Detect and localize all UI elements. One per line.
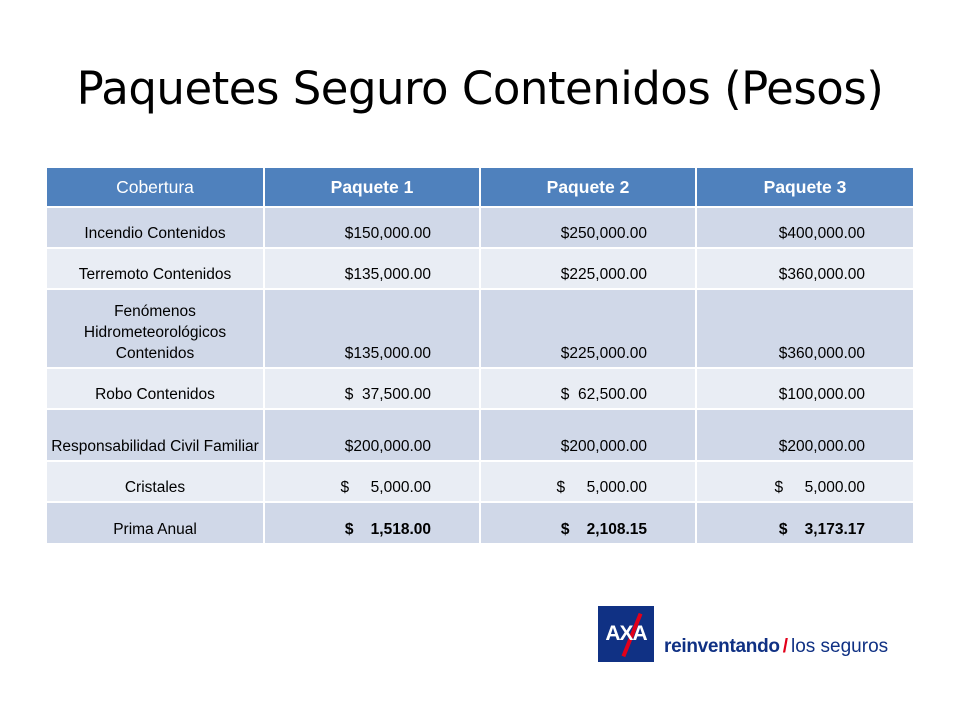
row-label: Terremoto Contenidos [47, 248, 264, 289]
value-paquete-1: $ 1,518.00 [264, 502, 480, 543]
tagline-slash: / [782, 636, 788, 657]
slide-title: Paquetes Seguro Contenidos (Pesos) [76, 62, 884, 115]
header-paquete-3: Paquete 3 [696, 168, 913, 207]
value-paquete-1: $200,000.00 [264, 409, 480, 461]
table-header-row [47, 168, 913, 207]
value-paquete-2: $ 5,000.00 [480, 461, 696, 502]
header-paquete-1: Paquete 1 [264, 168, 480, 207]
value-paquete-2: $ 2,108.15 [480, 502, 696, 543]
value-paquete-1: $135,000.00 [264, 248, 480, 289]
row-label: Prima Anual [47, 502, 264, 543]
value-paquete-1: $ 37,500.00 [264, 368, 480, 409]
value-paquete-3: $200,000.00 [696, 409, 913, 461]
tagline-bold: reinventando [664, 636, 780, 657]
value-paquete-1: $135,000.00 [264, 289, 480, 368]
value-paquete-3: $360,000.00 [696, 248, 913, 289]
axa-brand-text: AXA [605, 622, 647, 645]
table-row [47, 409, 913, 461]
axa-logo-mark [598, 606, 654, 662]
value-paquete-2: $ 62,500.00 [480, 368, 696, 409]
header-cobertura: Cobertura [47, 168, 264, 207]
row-label: Robo Contenidos [47, 368, 264, 409]
tagline-light: los seguros [790, 636, 889, 657]
table-row [47, 248, 913, 289]
row-label: Cristales [47, 461, 264, 502]
value-paquete-3: $ 3,173.17 [696, 502, 913, 543]
table-row [47, 289, 913, 368]
table-row [47, 207, 913, 248]
table-row [47, 461, 913, 502]
value-paquete-3: $100,000.00 [696, 368, 913, 409]
value-paquete-2: $250,000.00 [480, 207, 696, 248]
value-paquete-3: $360,000.00 [696, 289, 913, 368]
row-label: Incendio Contenidos [47, 207, 264, 248]
axa-tagline [664, 636, 888, 658]
row-label: Responsabilidad Civil Familiar [47, 409, 264, 461]
value-paquete-2: $225,000.00 [480, 289, 696, 368]
table-row [47, 368, 913, 409]
value-paquete-3: $ 5,000.00 [696, 461, 913, 502]
axa-logo [598, 606, 898, 664]
header-paquete-2: Paquete 2 [480, 168, 696, 207]
value-paquete-2: $225,000.00 [480, 248, 696, 289]
value-paquete-2: $200,000.00 [480, 409, 696, 461]
row-label: Fenómenos Hidrometeorológicos Contenidos [47, 289, 264, 368]
packages-table [47, 168, 913, 543]
table-row-total [47, 502, 913, 543]
value-paquete-1: $150,000.00 [264, 207, 480, 248]
value-paquete-3: $400,000.00 [696, 207, 913, 248]
value-paquete-1: $ 5,000.00 [264, 461, 480, 502]
